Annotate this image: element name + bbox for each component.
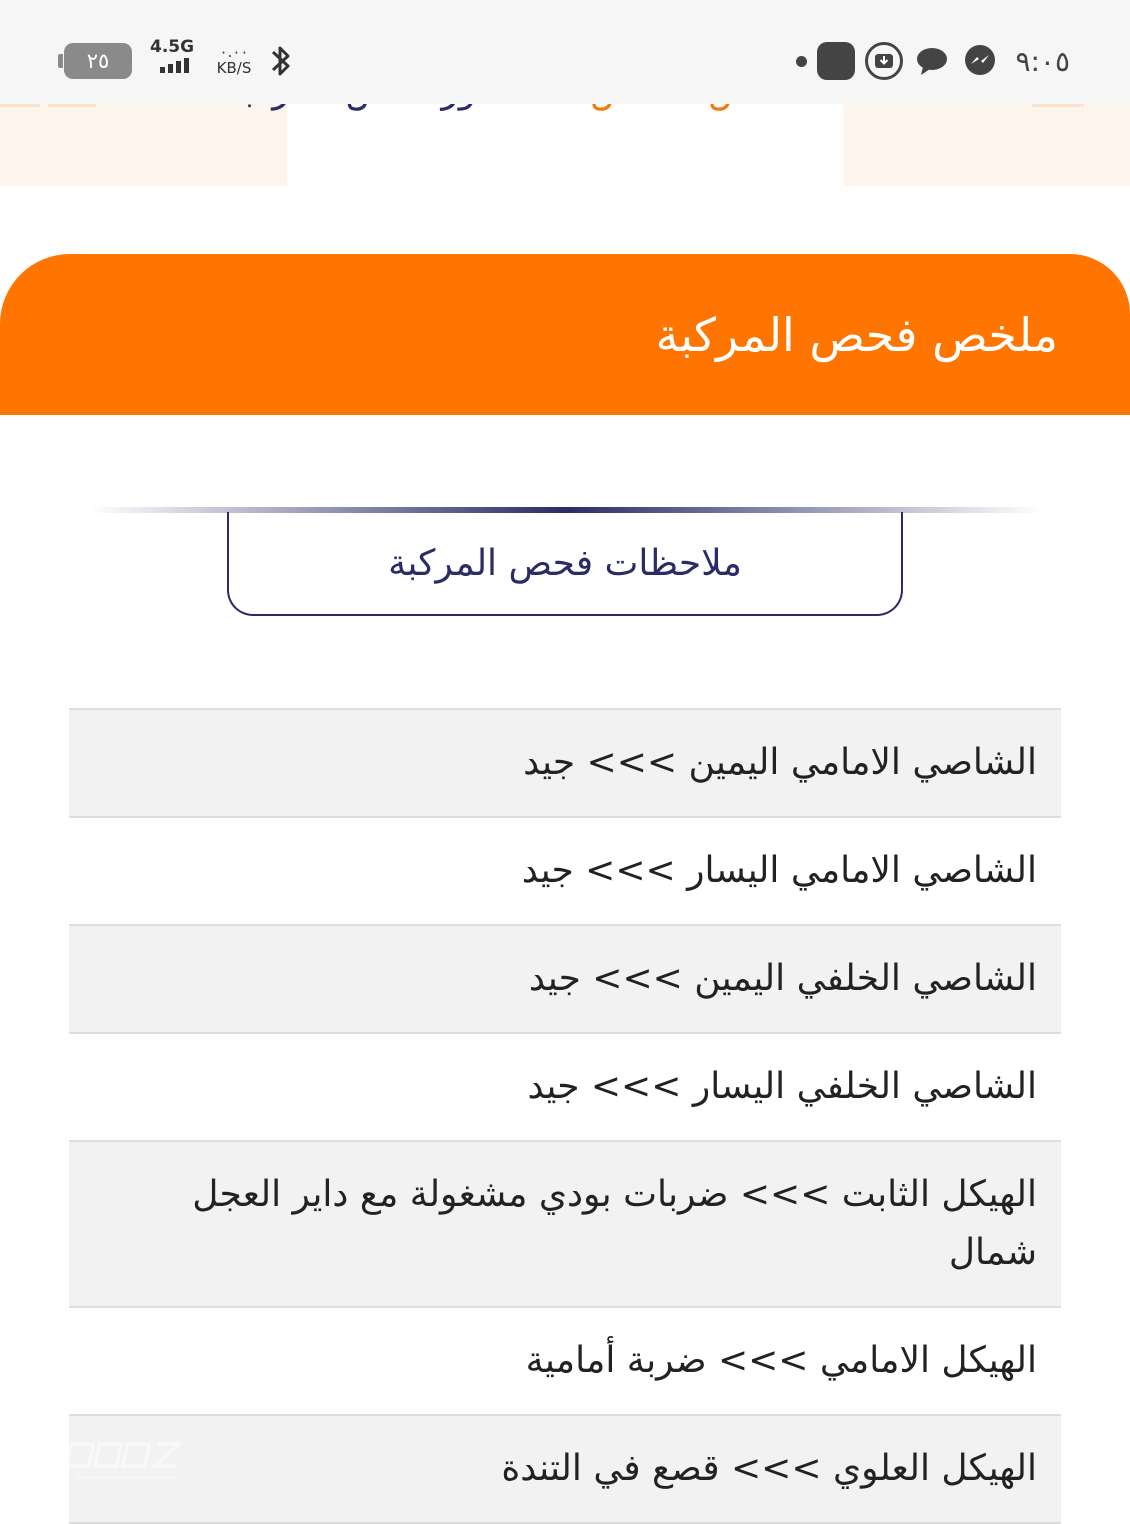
bluetooth-icon [266,42,296,80]
list-item: الشاصي الامامي اليمين >>> جيد [69,710,1061,818]
list-item: الهيكل العلوي >>> قصع في التندة [69,1416,1061,1524]
signal-icon [150,38,198,80]
battery-icon [64,43,132,79]
status-bar [0,0,1130,104]
network-type: 4.5G [150,37,195,57]
speed-value: ٠.٠٠ [219,43,249,61]
section-title: ملخص فحص المركبة [655,308,1058,362]
list-item: الهيكل الامامي >>> ضربة أمامية [69,1308,1061,1416]
list-item: الشاصي الخلفي اليسار >>> جيد [69,1034,1061,1142]
list-item: الشاصي الامامي اليسار >>> جيد [69,818,1061,926]
section-header [0,254,1130,415]
battery-level: ٢٥ [86,49,110,73]
status-icons-right [796,40,1070,82]
clock: ٩:٠٥ [1015,44,1070,78]
notes-title: ملاحظات فحص المركبة [388,542,742,584]
download-icon [865,42,903,80]
network-speed [212,44,256,80]
list-item: الهيكل الثابت >>> ضربات بودي مشغولة مع داير العجل شمال [69,1142,1061,1308]
notification-dot-icon [796,56,807,67]
tab-bar [0,104,1130,186]
list-item: الشاصي الخلفي اليمين >>> جيد [69,926,1061,1034]
notes-list [69,708,1061,1524]
app-icon [817,42,855,80]
notes-heading-box [227,512,903,616]
watermark-logo-icon [68,1432,188,1492]
speed-unit: KB/S [216,59,252,77]
chat-icon [913,42,951,80]
messenger-icon [961,42,999,80]
